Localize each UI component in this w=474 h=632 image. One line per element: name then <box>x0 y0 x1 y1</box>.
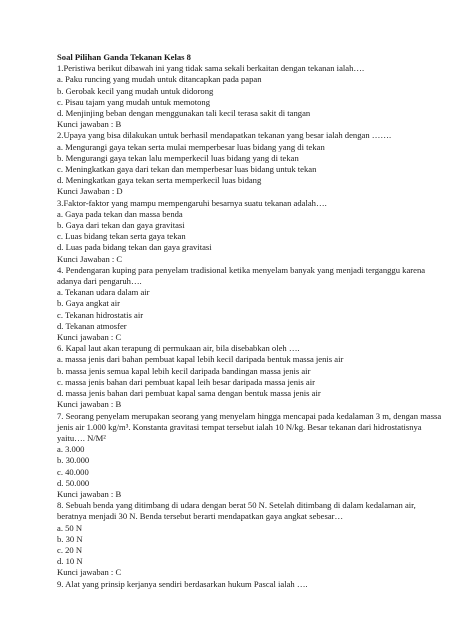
text-line: c. Luas bidang tekan serta gaya tekan <box>57 231 186 242</box>
text-line: 2.Upaya yang bisa dilakukan untuk berhasil mendapatkan tekanan yang besar ialah dengan ……. <box>57 130 392 141</box>
text-line: c. 20 N <box>57 544 83 555</box>
text-line: c. 40.000 <box>57 466 89 477</box>
document-title: Soal Pilihan Ganda Tekanan Kelas 8 <box>57 52 191 62</box>
text-line: Kunci jawaban : B <box>57 399 122 410</box>
text-line: a. Paku runcing yang mudah untuk ditancapkan pada papan <box>57 74 262 85</box>
text-line: d. 10 N <box>57 556 83 567</box>
text-line: 3.Faktor-faktor yang mampu mempengaruhi besarnya suatu tekanan adalah…. <box>57 197 327 208</box>
text-line: a. 50 N <box>57 522 83 533</box>
text-line: d. Tekanan atmosfer <box>57 320 127 331</box>
text-line: b. massa jenis semua kapal lebih kecil daripada bandingan massa jenis air <box>57 365 311 376</box>
text-line: b. 30 N <box>57 533 83 544</box>
text-line: 9. Alat yang prinsip kerjanya sendiri berdasarkan hukum Pascal ialah …. <box>57 578 308 589</box>
text-line: b. Gerobak kecil yang mudah untuk didorong <box>57 85 214 96</box>
text-line: 8. Sebuah benda yang ditimbang di udara dengan berat 50 N. Setelah ditimbang di dalam kedalaman air, beratnya menjadi 30 N. Benda tersebut berarti mendapatkan gaya angkat sebesar… <box>57 500 416 522</box>
text-line: c. Meningkatkan gaya dari tekan dan memperbesar luas bidang untuk tekan <box>57 164 317 175</box>
text-line: b. Gaya dari tekan dan gaya gravitasi <box>57 220 185 231</box>
text-line: c. massa jenis bahan dari pembuat kapal leih besar daripada massa jenis air <box>57 376 315 387</box>
text-line: d. massa jenis bahan dari pembuat kapal sama dengan bentuk massa jenis air <box>57 388 321 399</box>
text-line: Kunci jawaban : B <box>57 488 122 499</box>
text-line: d. Menjinjing beban dengan menggunakan tali kecil terasa sakit di tangan <box>57 108 311 119</box>
text-line: d. Meningkatkan gaya tekan serta memperkecil luas bidang <box>57 175 262 186</box>
text-line: a. Tekanan udara dalam air <box>57 287 150 298</box>
text-line: b. Mengurangi gaya tekan lalu memperkecil luas bidang yang di tekan <box>57 152 299 163</box>
text-line: Kunci Jawaban : C <box>57 253 123 264</box>
text-line: Kunci jawaban : B <box>57 119 122 130</box>
document-body <box>57 63 444 590</box>
text-line: Kunci jawaban : C <box>57 332 122 343</box>
text-line: a. Mengurangi gaya tekan serta mulai memperbesar luas bidang yang di tekan <box>57 141 325 152</box>
text-line: a. 3.000 <box>57 444 85 455</box>
text-line: 7. Seorang penyelam merupakan seorang yang menyelam hingga mencapai pada kedalaman 3 m, dengan massa jenis air 1.000 kg/m³. Konstanta gravitasi tempat tersebut ialah 10 N/kg. Besar tekanan dari hidrostatisnya yaitu…. N/M² <box>57 410 442 443</box>
text-line: b. Gaya angkat air <box>57 298 120 309</box>
text-line: c. Tekanan hidrostatis air <box>57 309 144 320</box>
text-line: 1.Peristiwa berikut dibawah ini yang tidak sama sekali berkaitan dengan tekanan ialah…. <box>57 63 365 74</box>
text-line: d. Luas pada bidang tekan dan gaya gravitasi <box>57 242 212 253</box>
text-line: a. Gaya pada tekan dan massa benda <box>57 208 183 219</box>
text-line: Kunci Jawaban : D <box>57 186 123 197</box>
text-line: 6. Kapal laut akan terapung di permukaan air, bila disebabkan oleh …. <box>57 343 300 354</box>
text-line: 4. Pendengaran kuping para penyelam tradisional ketika menyelam banyak yang menjadi terganggu karena adanya dari pengaruh…. <box>57 264 426 287</box>
text-line: c. Pisau tajam yang mudah untuk memotong <box>57 96 210 107</box>
text-line: Kunci jawaban : C <box>57 567 122 578</box>
text-line: a. massa jenis dari bahan pembuat kapal lebih kecil daripada bentuk massa jenis air <box>57 354 344 365</box>
text-line: b. 30.000 <box>57 455 90 466</box>
text-line: d. 50.000 <box>57 477 90 488</box>
